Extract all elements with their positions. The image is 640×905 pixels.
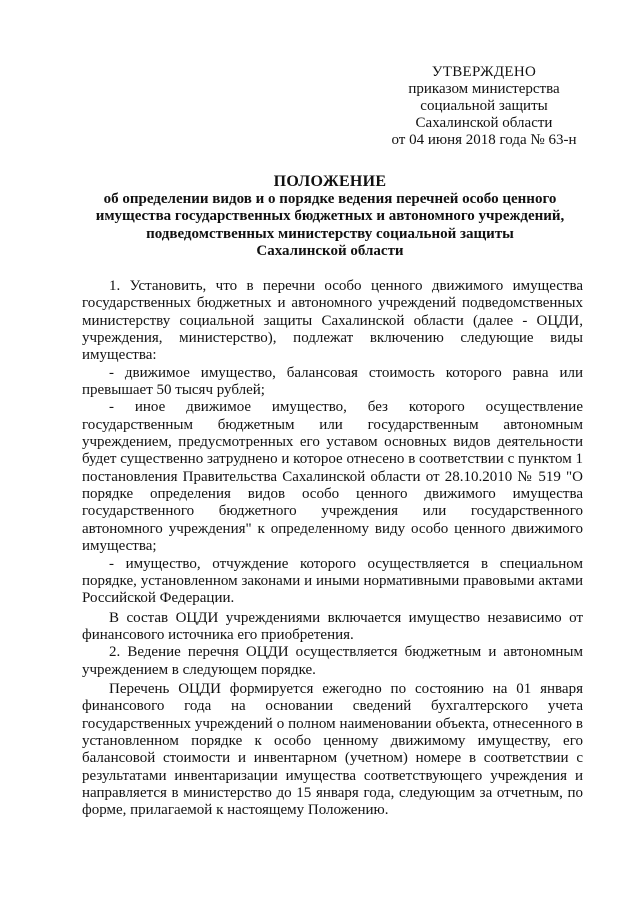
document-title: ПОЛОЖЕНИЕ xyxy=(273,173,387,190)
paragraph-list-formation: Перечень ОЦДИ формируется ежегодно по состоянию на 01 января финансового года на основании сведений бухгалтерского учета государственных учреждений о полном наименовании объекта, отнесенного в установленном порядке к особо ценному движимому имуществу, его балансовой стоимости и инвентарном (учетном) номере в соответствии с результатами инвентаризации имущества соответствующего учреждения и направляется в министерство до 15 января года, следующим за отчетным, по форме, прилагаемой к настоящему Положению. xyxy=(82,680,583,819)
approval-date: от 04 июня 2018 года № 63-н xyxy=(391,132,577,148)
document-subtitle-line: Сахалинской области xyxy=(256,243,404,259)
approval-stamp xyxy=(378,64,590,149)
paragraph-clause-2: 2. Ведение перечня ОЦДИ осуществляется бюджетным и автономным учреждением в следующем порядке. xyxy=(82,644,583,678)
list-item-special-property: - имущество, отчуждение которого осуществляется в специальном порядке, установленном законами и иными нормативными правовыми актами Российской Федерации. xyxy=(82,555,583,607)
approval-line: Сахалинской области xyxy=(415,115,553,131)
approval-title: УТВЕРЖДЕНО xyxy=(431,64,537,80)
document-body xyxy=(82,278,583,820)
document-subtitle-line: имущества государственных бюджетных и автономного учреждений, xyxy=(95,208,565,224)
document-subtitle-line: подведомственных министерству социальной защиты xyxy=(146,225,514,242)
list-item-other-property: - иное движимое имущество, без которого осуществление государственным бюджетным или государственным автономным учреждением, предусмотренных его уставом основных видов деятельности будет существенно затруднено и которое отнесено в соответствии с пунктом 1 постановления Правительства Сахалинской области от 28.10.2010 № 519 "О порядке определения видов особо ценного движимого имущества государственного бюджетного учреждения или государственного автономного учреждения" к определенному виду особо ценного движимого имущества; xyxy=(82,399,583,555)
list-item-valuable-property: - движимое имущество, балансовая стоимость которого равна или превышает 50 тысяч рублей; xyxy=(82,364,583,399)
document-subtitle-line: об определении видов и о порядке ведения перечней особо ценного xyxy=(103,190,557,207)
document-heading xyxy=(78,173,582,261)
paragraph-clause-1: 1. Установить, что в перечни особо ценного движимого имущества государственных бюджетных и автономного учреждений подведомственных министерству социальной защиты Сахалинской области (далее - ОЦДИ, учреждения, министерство), подлежат включению следующие виды имущества: xyxy=(82,278,583,364)
approval-line: социальной защиты xyxy=(420,98,548,114)
approval-line: приказом министерства xyxy=(408,81,560,97)
paragraph-composition: В состав ОЦДИ учреждениями включается имущество независимо от финансового источника его приобретения. xyxy=(82,609,583,643)
